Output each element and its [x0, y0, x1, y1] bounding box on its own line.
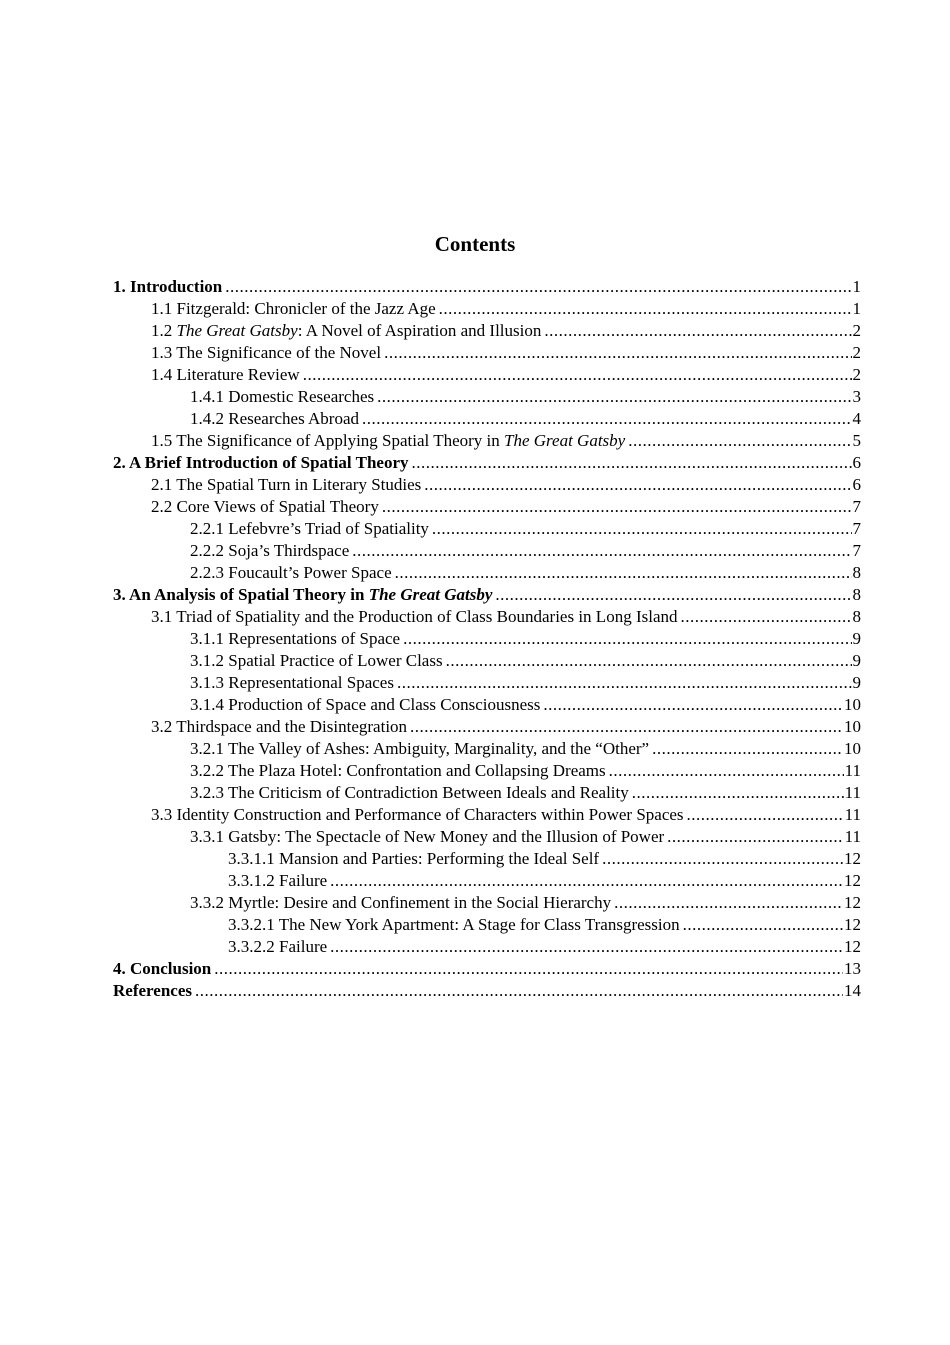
- toc-entry-title: [190, 694, 540, 716]
- toc-entry-title-text: 1.2: [151, 321, 177, 340]
- toc-entry-title: [151, 298, 436, 320]
- dot-leader: [330, 870, 843, 892]
- toc-entry: [113, 430, 861, 452]
- dot-leader: [495, 584, 851, 606]
- toc-entry: [113, 958, 861, 980]
- toc-page-number: 14: [844, 981, 861, 1000]
- dot-leader: [214, 958, 843, 980]
- toc-entry-title-text: References: [113, 981, 192, 1000]
- toc-entry-title: [190, 892, 611, 914]
- toc-page-number: 7: [852, 541, 861, 560]
- toc-page-number: 11: [844, 761, 861, 780]
- toc-entry: [113, 760, 861, 782]
- dot-leader: [614, 892, 843, 914]
- toc-page-number: 13: [844, 959, 861, 978]
- toc-entry-title-text: 3. An Analysis of Spatial Theory in: [113, 585, 369, 604]
- toc-entry: [113, 386, 861, 408]
- toc-page-number: 2: [852, 365, 861, 384]
- toc-entry: [113, 474, 861, 496]
- dot-leader: [411, 452, 851, 474]
- toc-entry-title-text: 3.3.1.2 Failure: [228, 871, 328, 890]
- toc-entry-title-text: 1.4.1 Domestic Researches: [190, 387, 375, 406]
- page-title: Contents: [434, 232, 516, 256]
- toc-entry-title-text: 3.1.3 Representational Spaces: [190, 673, 394, 692]
- toc-entry-title-text: 3.3.1 Gatsby: The Spectacle of New Money and the Illusion of Power: [190, 827, 665, 846]
- toc-page-number: 9: [852, 651, 861, 670]
- toc-entry-title-text: 3.2.2 The Plaza Hotel: Confrontation and Collapsing Dreams: [190, 761, 606, 780]
- toc-entry-title: [190, 760, 606, 782]
- toc-entry-title: [113, 958, 211, 980]
- toc-entry-italic-title: The Great Gatsby: [176, 321, 298, 340]
- toc-entry: [113, 716, 861, 738]
- toc-entry: [113, 738, 861, 760]
- dot-leader: [439, 298, 852, 320]
- toc-entry-title: [190, 562, 392, 584]
- toc-page-number: 7: [852, 497, 861, 516]
- toc-page-number: 8: [852, 563, 861, 582]
- toc-entry-title-text: 3.2 Thirdspace and the Disintegration: [151, 717, 408, 736]
- toc-entry-title: [228, 936, 327, 958]
- toc-page-number: 7: [852, 519, 861, 538]
- toc-entry: [113, 584, 861, 606]
- toc-entry-title-text: : A Novel of Aspiration and Illusion: [297, 321, 542, 340]
- toc-entry-title: [190, 782, 629, 804]
- toc-entry-title: [190, 650, 443, 672]
- toc-entry: [113, 364, 861, 386]
- toc-entry: [113, 980, 861, 1002]
- toc-entry: [113, 496, 861, 518]
- toc-entry-title: [190, 738, 649, 760]
- toc-page-number: 5: [852, 431, 861, 450]
- toc-entry: [113, 782, 861, 804]
- toc-entry: [113, 826, 861, 848]
- toc-entry-title: [190, 408, 359, 430]
- toc-entry-title: [190, 518, 429, 540]
- toc-entry-title: [190, 386, 374, 408]
- toc-page-number: 12: [844, 849, 861, 868]
- toc-entry: [113, 936, 861, 958]
- toc-entry: [113, 298, 861, 320]
- toc-entry-title-text: 3.3 Identity Construction and Performance of Characters within Power Spaces: [151, 805, 684, 824]
- toc-page-number: 10: [844, 717, 861, 736]
- toc-entry-title: [228, 914, 680, 936]
- toc-entry-title-text: 3.1.2 Spatial Practice of Lower Class: [190, 651, 443, 670]
- toc-page-number: 2: [852, 321, 861, 340]
- toc-page-number: 1: [852, 299, 861, 318]
- dot-leader: [687, 804, 844, 826]
- dot-leader: [195, 980, 843, 1002]
- toc-entry-title-text: 2.2.3 Foucault’s Power Space: [190, 563, 392, 582]
- dot-leader: [403, 628, 851, 650]
- toc-page-number: 12: [844, 915, 861, 934]
- toc-entry: [113, 408, 861, 430]
- toc-entry: [113, 276, 861, 298]
- toc-entry-title-text: 3.1.1 Representations of Space: [190, 629, 401, 648]
- toc-entry-title-text: 3.3.2.2 Failure: [228, 937, 328, 956]
- toc-entry: [113, 650, 861, 672]
- toc-page-number: 6: [852, 475, 861, 494]
- dot-leader: [397, 672, 852, 694]
- toc-entry-title-text: 3.1 Triad of Spatiality and the Production of Class Boundaries in Long Island: [151, 607, 678, 626]
- toc-entry-title: [113, 276, 222, 298]
- toc-entry-title-text: 2. A Brief Introduction of Spatial Theory: [113, 453, 409, 472]
- toc-entry-title: [151, 364, 300, 386]
- toc-entry-title: [151, 342, 381, 364]
- toc-entry-title: [190, 672, 394, 694]
- dot-leader: [543, 694, 843, 716]
- toc-entry-italic-title: The Great Gatsby: [504, 431, 626, 450]
- toc-entry-italic-title: The Great Gatsby: [368, 585, 493, 604]
- toc-page-number: 11: [844, 783, 861, 802]
- toc-page-number: 10: [844, 695, 861, 714]
- toc-entry: [113, 628, 861, 650]
- toc-page-number: 12: [844, 937, 861, 956]
- toc-page-number: 11: [844, 805, 861, 824]
- dot-leader: [632, 782, 844, 804]
- dot-leader: [544, 320, 851, 342]
- toc-page-number: 8: [852, 607, 861, 626]
- toc-entry-title: [190, 628, 400, 650]
- toc-entry-title-text: 1.4.2 Researches Abroad: [190, 409, 360, 428]
- toc-entry-title: [151, 496, 379, 518]
- toc-page-number: 8: [852, 585, 861, 604]
- toc-page-number: 12: [844, 871, 861, 890]
- toc-entry-title: [228, 848, 599, 870]
- toc-page-number: 10: [844, 739, 861, 758]
- toc-entry-title-text: 1.3 The Significance of the Novel: [151, 343, 382, 362]
- toc-entry-title-text: 1.4 Literature Review: [151, 365, 300, 384]
- toc-entry-title-text: 1.5 The Significance of Applying Spatial Theory in: [151, 431, 505, 450]
- toc-entry-title-text: 1.1 Fitzgerald: Chronicler of the Jazz Age: [151, 299, 436, 318]
- dot-leader: [652, 738, 843, 760]
- toc-entry-title-text: 4. Conclusion: [113, 959, 212, 978]
- toc-entry-title-text: 3.3.2 Myrtle: Desire and Confinement in the Social Hierarchy: [190, 893, 612, 912]
- toc-entry-title: [228, 870, 327, 892]
- toc-entry: [113, 672, 861, 694]
- toc-entry: [113, 606, 861, 628]
- toc-entry-title-text: 2.2.2 Soja’s Thirdspace: [190, 541, 350, 560]
- toc-entry: [113, 540, 861, 562]
- toc-entry: [113, 452, 861, 474]
- toc-entry: [113, 694, 861, 716]
- toc-entry-title-text: 3.3.1.1 Mansion and Parties: Performing the Ideal Self: [228, 849, 600, 868]
- toc-entry-title-text: 1. Introduction: [113, 277, 223, 296]
- toc-entry: [113, 562, 861, 584]
- toc-entry-title: [113, 584, 492, 606]
- dot-leader: [446, 650, 852, 672]
- toc-page-number: 9: [852, 629, 861, 648]
- toc-entry-title: [151, 606, 678, 628]
- toc-entry-title-text: 3.2.1 The Valley of Ashes: Ambiguity, Marginality, and the “Other”: [190, 739, 650, 758]
- dot-leader: [681, 606, 852, 628]
- toc-entry: [113, 892, 861, 914]
- toc-entry-title: [151, 804, 684, 826]
- toc-page-number: 9: [852, 673, 861, 692]
- dot-leader: [628, 430, 851, 452]
- dot-leader: [352, 540, 851, 562]
- table-of-contents: [113, 276, 861, 1002]
- toc-entry: [113, 342, 861, 364]
- toc-page-number: 12: [844, 893, 861, 912]
- toc-entry-title-text: 3.2.3 The Criticism of Contradiction Between Ideals and Reality: [190, 783, 629, 802]
- toc-entry: [113, 914, 861, 936]
- dot-leader: [432, 518, 852, 540]
- dot-leader: [609, 760, 844, 782]
- dot-leader: [410, 716, 843, 738]
- dot-leader: [602, 848, 843, 870]
- toc-entry-title: [151, 474, 421, 496]
- toc-page-number: 11: [844, 827, 861, 846]
- toc-page-number: 4: [852, 409, 861, 428]
- toc-entry: [113, 870, 861, 892]
- toc-entry-title-text: 3.3.2.1 The New York Apartment: A Stage for Class Transgression: [228, 915, 680, 934]
- toc-entry-title: [113, 452, 408, 474]
- toc-entry: [113, 320, 861, 342]
- dot-leader: [303, 364, 852, 386]
- toc-entry-title: [190, 826, 664, 848]
- dot-leader: [424, 474, 851, 496]
- dot-leader: [362, 408, 851, 430]
- toc-entry-title-text: 2.1 The Spatial Turn in Literary Studies: [151, 475, 422, 494]
- dot-leader: [382, 496, 852, 518]
- toc-entry-title: [151, 430, 625, 452]
- dot-leader: [384, 342, 851, 364]
- dot-leader: [377, 386, 851, 408]
- toc-entry-title: [151, 320, 541, 342]
- dot-leader: [683, 914, 843, 936]
- toc-entry-title-text: 2.2.1 Lefebvre’s Triad of Spatiality: [190, 519, 429, 538]
- dot-leader: [225, 276, 851, 298]
- dot-leader: [395, 562, 852, 584]
- dot-leader: [330, 936, 843, 958]
- dot-leader: [667, 826, 843, 848]
- toc-entry-title: [190, 540, 349, 562]
- toc-entry: [113, 518, 861, 540]
- toc-entry: [113, 848, 861, 870]
- toc-entry-title: [113, 980, 192, 1002]
- toc-entry-title-text: 3.1.4 Production of Space and Class Consciousness: [190, 695, 541, 714]
- toc-page-number: 2: [852, 343, 861, 362]
- toc-entry-title-text: 2.2 Core Views of Spatial Theory: [151, 497, 379, 516]
- toc-page-number: 6: [852, 453, 861, 472]
- toc-entry-title: [151, 716, 407, 738]
- toc-page-number: 1: [852, 277, 861, 296]
- toc-entry: [113, 804, 861, 826]
- toc-page-number: 3: [852, 387, 861, 406]
